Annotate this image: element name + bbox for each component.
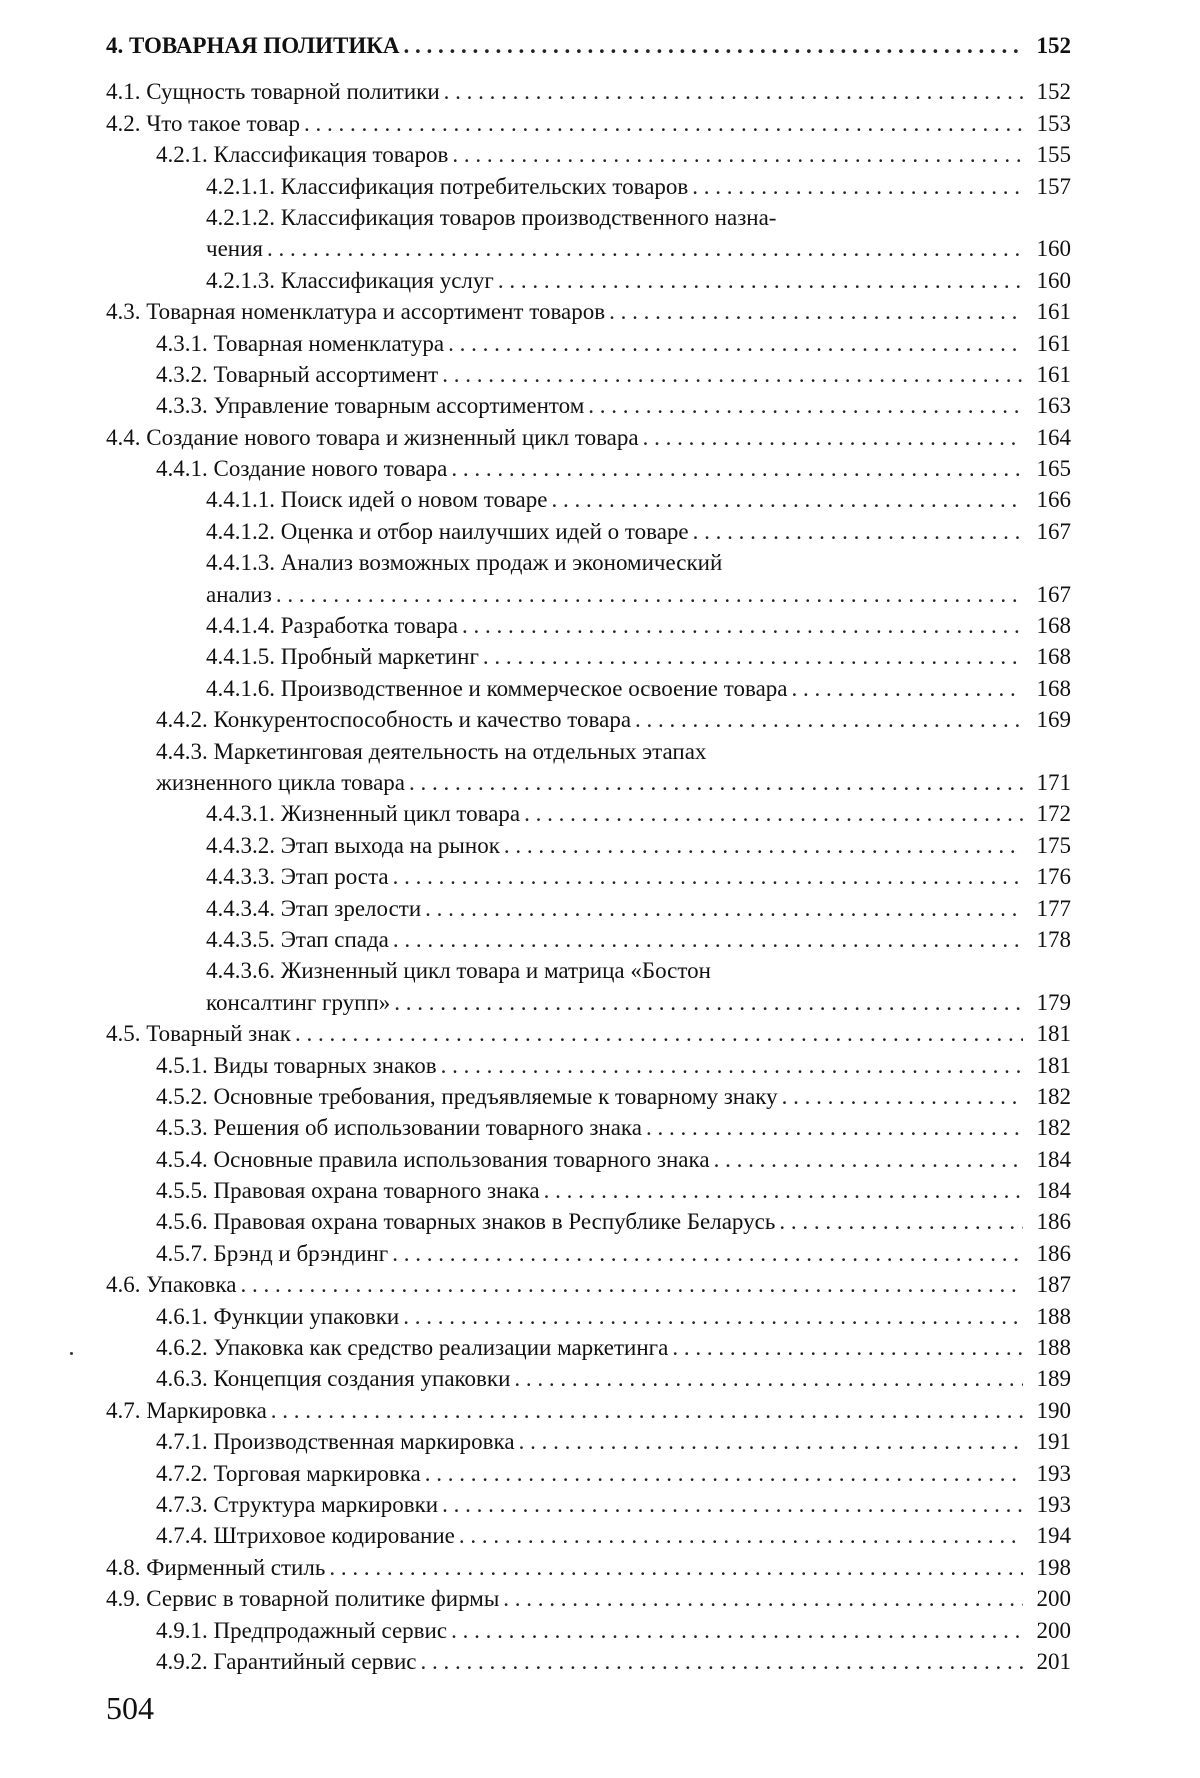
toc-entry-title: 4.7.4. Штриховое кодирование [156,1523,455,1549]
toc-entry-page: 161 [1036,361,1071,387]
toc-entry [106,171,1071,202]
toc-entry-page: 160 [1036,267,1071,293]
toc-entry-title: 4.4.1.5. Пробный маркетинг [206,644,479,670]
dot-leader [498,265,1023,296]
toc-entry-page: 165 [1036,456,1071,482]
dot-leader [271,1395,1023,1426]
dot-leader [393,924,1023,955]
toc-entry-page: 167 [1036,518,1071,544]
toc-entry-title: 4.6.1. Функции упаковки [156,1303,400,1329]
dot-leader [329,1552,1023,1583]
dot-leader [692,171,1023,202]
toc-entry [106,1520,1071,1551]
toc-entry-page: 186 [1036,1240,1071,1266]
toc-entry-title: чения [206,236,263,262]
dot-leader [524,798,1023,829]
toc-entry-page: 178 [1036,926,1071,952]
toc-entry-title: 4.4.3.2. Этап выхода на рынок [206,832,500,858]
toc-entry-page: 169 [1036,707,1071,733]
dot-leader [519,1426,1023,1457]
toc-entry-title: 4.4.3. Маркетинговая деятельность на отдельных этапах [156,738,707,764]
toc-entry [106,484,1071,515]
toc-entry [106,516,1071,547]
dot-leader [643,422,1023,453]
toc-entry-page: 201 [1036,1648,1071,1674]
toc-entry-page: 182 [1036,1115,1071,1141]
toc-entry-title: 4.5.7. Брэнд и брэндинг [156,1240,389,1266]
toc-entry-title: консалтинг групп» [206,989,391,1015]
toc-entry [106,1363,1071,1394]
toc-entry [106,610,1071,641]
dot-leader [504,830,1023,861]
toc-entry-title: 4.5.5. Правовая охрана товарного знака [156,1178,540,1204]
toc-entry [106,359,1071,390]
toc-entry-page: 200 [1036,1617,1071,1643]
toc-entry-page: 171 [1036,769,1071,795]
toc-entry-title: 4.6. Упаковка [106,1272,237,1298]
toc-entry-title: 4.9. Сервис в товарной политике фирмы [106,1586,500,1612]
toc-entry-page: 167 [1036,581,1071,607]
toc-entry-title: 4.4.3.3. Этап роста [206,864,389,890]
toc-entry [106,1206,1071,1237]
toc-entry-page: 188 [1036,1335,1071,1361]
toc-entry-title: 4.4.3.6. Жизненный цикл товара и матрица «Бостон [206,958,711,984]
toc-entry-page: 198 [1036,1554,1071,1580]
toc-entry-title: 4.4.1.1. Поиск идей о новом товаре [206,487,548,513]
toc-entry [106,108,1071,139]
toc-entry [106,1112,1071,1143]
toc-entry-page: 163 [1036,393,1071,419]
toc-entries [106,76,1071,1677]
toc-entry-page: 168 [1036,613,1071,639]
toc-entry-page: 160 [1036,236,1071,262]
toc-entry-title: 4.5.2. Основные требования, предъявляемые к товарному знаку [156,1083,778,1109]
toc-entry-page: 157 [1036,173,1071,199]
toc-entry-page: 181 [1036,1021,1071,1047]
dot-leader [392,1238,1023,1269]
toc-entry-title: 4.4.1.4. Разработка товара [206,613,459,639]
toc-entry [106,139,1071,170]
toc-entry-title: 4.4.1.6. Производственное и коммерческое освоение товара [206,675,788,701]
toc-entry-title: 4.4.1. Создание нового товара [156,456,448,482]
toc-entry [106,736,1071,767]
toc-entry [106,202,1071,233]
toc-entry [106,1332,1071,1363]
dot-leader [779,1206,1023,1237]
toc-entry-title: 4.7. Маркировка [106,1397,267,1423]
toc-entry-page: 188 [1036,1303,1071,1329]
dot-leader [514,1363,1023,1394]
toc-entry-title: 4.3.2. Товарный ассортимент [156,361,439,387]
toc-entry-title: 4.5.1. Виды товарных знаков [156,1052,437,1078]
dot-leader [451,453,1023,484]
toc-entry-title: 4.4.3.1. Жизненный цикл товара [206,801,521,827]
dot-leader [442,359,1023,390]
toc-entry [106,233,1071,264]
toc-entry-title: 4.5.3. Решения об использовании товарного знака [156,1115,642,1141]
toc-entry-page: 172 [1036,801,1071,827]
dot-leader [403,1301,1023,1332]
dot-leader [588,390,1023,421]
chapter-title: 4. ТОВАРНАЯ ПОЛИТИКА [106,33,400,58]
dot-leader [393,861,1023,892]
dot-leader [442,1489,1023,1520]
toc-entry [106,296,1071,327]
toc-entry [106,1489,1071,1520]
toc-entry [106,1395,1071,1426]
toc-entry [106,1081,1071,1112]
toc-entry-title: 4.7.1. Производственная маркировка [156,1429,515,1455]
dot-leader [276,579,1023,610]
toc-entry [106,1301,1071,1332]
toc-entry-page: 191 [1036,1429,1071,1455]
toc-entry-page: 161 [1036,330,1071,356]
dot-leader [421,1646,1023,1677]
toc-entry [106,265,1071,296]
toc-entry [106,76,1071,107]
toc-entry-title: 4.2.1.3. Классификация услуг [206,267,494,293]
toc-entry-title: 4.4.1.2. Оценка и отбор наилучших идей о товаре [206,518,689,544]
toc-entry [106,1144,1071,1175]
toc-entry-page: 194 [1036,1523,1071,1549]
toc-entry [106,547,1071,578]
toc-entry [106,1615,1071,1646]
toc-entry-page: 193 [1036,1460,1071,1486]
dot-leader [503,1583,1023,1614]
dot-leader [267,233,1023,264]
dot-leader [304,108,1023,139]
dot-leader [452,139,1023,170]
toc-entry-title: 4.6.3. Концепция создания упаковки [156,1366,511,1392]
dot-leader [409,767,1023,798]
toc-entry [106,1552,1071,1583]
toc-entry-page: 153 [1036,110,1071,136]
toc-entry-page: 190 [1036,1397,1071,1423]
dot-leader [782,1081,1023,1112]
toc-entry [106,893,1071,924]
dot-leader [295,1018,1023,1049]
toc-entry-page: 200 [1036,1586,1071,1612]
toc-entry-title: 4.4.3.4. Этап зрелости [206,895,422,921]
toc-entry [106,861,1071,892]
table-of-contents [106,30,1071,1677]
toc-entry-page: 179 [1036,989,1071,1015]
toc-entry-title: 4.4.1.3. Анализ возможных продаж и экономический [206,550,723,576]
page-folio: 504 [106,1690,154,1726]
toc-entry-page: 184 [1036,1178,1071,1204]
dot-leader [459,1520,1023,1551]
toc-entry-title: 4.3.3. Управление товарным ассортиментом [156,393,585,419]
scan-speck [70,1352,73,1355]
chapter-heading [106,30,1071,61]
toc-entry-page: 187 [1036,1272,1071,1298]
toc-entry [106,390,1071,421]
toc-entry [106,798,1071,829]
toc-entry-title: 4.3.1. Товарная номенклатура [156,330,445,356]
dot-leader [609,296,1023,327]
dot-leader [448,328,1023,359]
toc-entry-title: 4.7.3. Структура маркировки [156,1491,439,1517]
toc-entry-title: 4.2.1.1. Классификация потребительских товаров [206,173,689,199]
dot-leader [425,1458,1023,1489]
toc-entry-page: 189 [1036,1366,1071,1392]
toc-entry-title: 4.3. Товарная номенклатура и ассортимент товаров [106,299,606,325]
toc-entry-page: 193 [1036,1491,1071,1517]
toc-entry-title: анализ [206,581,272,607]
toc-entry [106,1646,1071,1677]
toc-entry-title: 4.5.4. Основные правила использования товарного знака [156,1146,710,1172]
toc-entry [106,1018,1071,1049]
toc-entry [106,641,1071,672]
toc-entry [106,1269,1071,1300]
chapter-page-number: 152 [1036,33,1071,58]
dot-leader [404,30,1023,61]
toc-entry [106,1426,1071,1457]
toc-entry-title: 4.2.1. Классификация товаров [156,142,449,168]
dot-leader [444,76,1023,107]
toc-entry-title: 4.6.2. Упаковка как средство реализации маркетинга [156,1335,669,1361]
toc-entry-page: 186 [1036,1209,1071,1235]
toc-entry-page: 184 [1036,1146,1071,1172]
toc-entry-title: 4.7.2. Торговая маркировка [156,1460,421,1486]
toc-entry-page: 161 [1036,299,1071,325]
toc-entry [106,704,1071,735]
toc-entry-page: 168 [1036,644,1071,670]
toc-entry-page: 166 [1036,487,1071,513]
toc-entry [106,328,1071,359]
dot-leader [425,893,1023,924]
toc-entry [106,830,1071,861]
toc-entry [106,987,1071,1018]
toc-entry [106,924,1071,955]
toc-entry-page: 181 [1036,1052,1071,1078]
toc-entry [106,422,1071,453]
toc-entry [106,579,1071,610]
toc-entry-title: 4.5.6. Правовая охрана товарных знаков в Республике Беларусь [156,1209,776,1235]
toc-entry-title: 4.1. Сущность товарной политики [106,79,440,105]
dot-leader [551,484,1023,515]
toc-entry [106,767,1071,798]
toc-entry-title: жизненного цикла товара [156,769,405,795]
dot-leader [792,673,1024,704]
dot-leader [441,1050,1023,1081]
toc-entry [106,1583,1071,1614]
dot-leader [544,1175,1023,1206]
toc-entry [106,1458,1071,1489]
toc-entry [106,955,1071,986]
dot-leader [483,641,1023,672]
toc-entry-title: 4.2. Что такое товар [106,110,300,136]
toc-entry [106,453,1071,484]
toc-entry-title: 4.9.1. Предпродажный сервис [156,1617,448,1643]
toc-entry-page: 175 [1036,832,1071,858]
dot-leader [462,610,1023,641]
dot-leader [240,1269,1023,1300]
toc-entry [106,673,1071,704]
toc-entry [106,1175,1071,1206]
toc-entry-title: 4.9.2. Гарантийный сервис [156,1648,417,1674]
toc-entry-page: 176 [1036,864,1071,890]
toc-entry-page: 168 [1036,675,1071,701]
toc-entry-page: 177 [1036,895,1071,921]
dot-leader [646,1112,1023,1143]
toc-entry-title: 4.4.3.5. Этап спада [206,926,389,952]
toc-entry-page: 155 [1036,142,1071,168]
dot-leader [635,704,1023,735]
toc-entry-page: 164 [1036,424,1071,450]
toc-entry-page: 152 [1036,79,1071,105]
toc-entry-page: 182 [1036,1083,1071,1109]
dot-leader [714,1144,1023,1175]
toc-entry [106,1238,1071,1269]
toc-entry [106,1050,1071,1081]
toc-entry-title: 4.2.1.2. Классификация товаров производственного назна- [206,204,777,230]
toc-entry-title: 4.8. Фирменный стиль [106,1554,326,1580]
dot-leader [451,1615,1023,1646]
dot-leader [672,1332,1023,1363]
toc-entry-title: 4.5. Товарный знак [106,1021,291,1047]
toc-entry-title: 4.4.2. Конкурентоспособность и качество товара [156,707,632,733]
dot-leader [693,516,1023,547]
toc-entry-title: 4.4. Создание нового товара и жизненный цикл товара [106,424,639,450]
dot-leader [394,987,1023,1018]
